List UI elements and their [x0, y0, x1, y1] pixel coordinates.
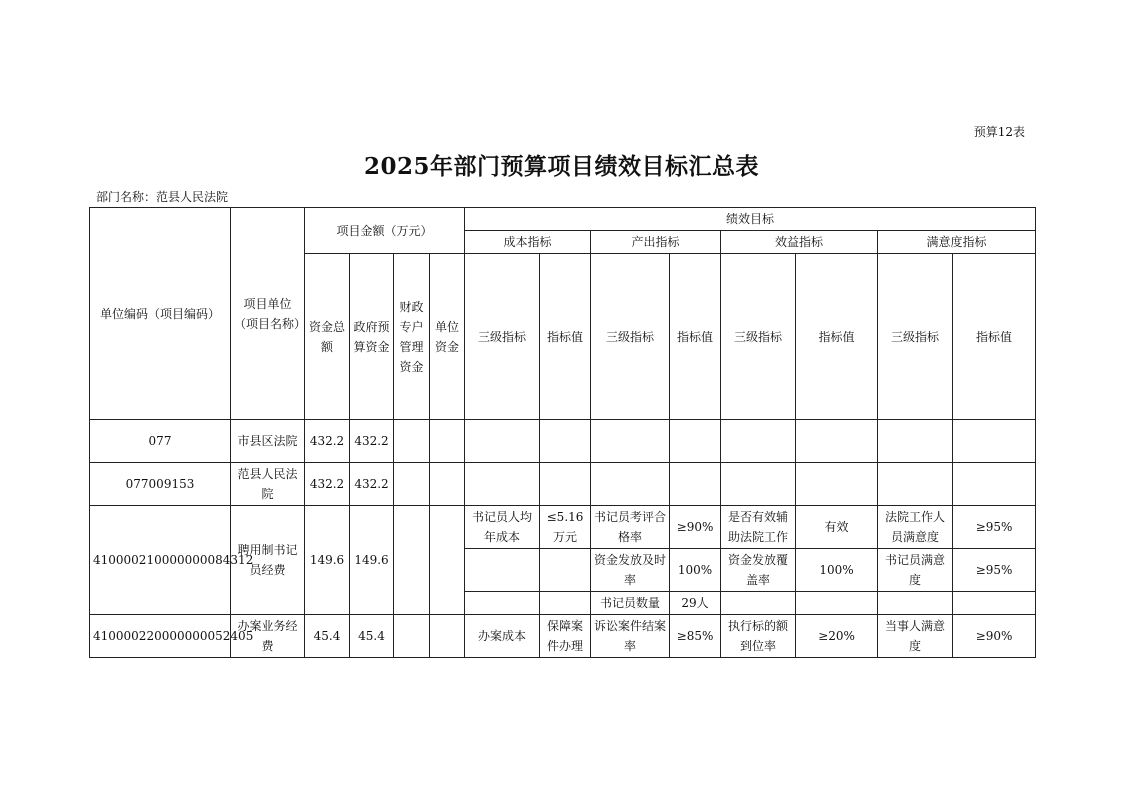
- table-row: [90, 420, 1036, 463]
- row2-code: 077009153: [90, 463, 231, 506]
- row3-output3-value: 29人: [670, 592, 721, 615]
- row3-benefit1-indicator: 是否有效辅助法院工作: [721, 506, 796, 549]
- row3-code: 410000210000000084312: [90, 506, 231, 615]
- table-number: 预算12表: [973, 125, 1025, 139]
- header-amount: 项目金额（万元）: [305, 208, 465, 254]
- row3-cost-value: ≤5.16万元: [540, 506, 591, 549]
- header-benefit: 效益指标: [721, 231, 878, 254]
- row3-unit: 聘用制书记员经费: [231, 506, 305, 615]
- row4-code: 410000220000000052405: [90, 615, 231, 658]
- row1-unit: 市县区法院: [231, 420, 305, 463]
- row4-benefit-indicator: 执行标的额到位率: [721, 615, 796, 658]
- row3-satisfaction2-indicator: 书记员满意度: [878, 549, 953, 592]
- header-output: 产出指标: [591, 231, 721, 254]
- row4-cost-value: 保障案件办理: [540, 615, 591, 658]
- performance-table: [89, 207, 1036, 658]
- row3-output2-value: 100%: [670, 549, 721, 592]
- row4-output-value: ≥85%: [670, 615, 721, 658]
- header-performance: 绩效目标: [465, 208, 1036, 231]
- header-cost-value: 指标值: [540, 254, 591, 420]
- page-title: 2025年部门预算项目绩效目标汇总表: [363, 153, 759, 180]
- header-benefit-level3: 三级指标: [721, 254, 796, 420]
- row4-cost-indicator: 办案成本: [465, 615, 540, 658]
- header-satisfaction-value: 指标值: [953, 254, 1036, 420]
- row1-gov: 432.2: [350, 420, 394, 463]
- row2-gov: 432.2: [350, 463, 394, 506]
- header-benefit-value: 指标值: [796, 254, 878, 420]
- row4-unit: 办案业务经费: [231, 615, 305, 658]
- row3-benefit1-value: 有效: [796, 506, 878, 549]
- header-special-fund: 财政专户管理资金: [394, 254, 430, 420]
- header-cost-level3: 三级指标: [465, 254, 540, 420]
- header-output-level3: 三级指标: [591, 254, 670, 420]
- table-row: [90, 506, 1036, 549]
- row3-cost-indicator: 书记员人均年成本: [465, 506, 540, 549]
- row3-output1-indicator: 书记员考评合格率: [591, 506, 670, 549]
- row4-benefit-value: ≥20%: [796, 615, 878, 658]
- header-cost: 成本指标: [465, 231, 591, 254]
- header-unit-code: 单位编码（项目编码）: [90, 208, 231, 420]
- row3-output2-indicator: 资金发放及时率: [591, 549, 670, 592]
- header-output-value: 指标值: [670, 254, 721, 420]
- header-satisfaction: 满意度指标: [878, 231, 1036, 254]
- header-unit-fund: 单位资金: [430, 254, 465, 420]
- row4-output-indicator: 诉讼案件结案率: [591, 615, 670, 658]
- row3-output3-indicator: 书记员数量: [591, 592, 670, 615]
- row2-unit: 范县人民法院: [231, 463, 305, 506]
- header-project-unit: 项目单位（项目名称）: [231, 208, 305, 420]
- row4-satisfaction-indicator: 当事人满意度: [878, 615, 953, 658]
- row2-total: 432.2: [305, 463, 350, 506]
- header-satisfaction-level3: 三级指标: [878, 254, 953, 420]
- row1-code: 077: [90, 420, 231, 463]
- row3-total: 149.6: [305, 506, 350, 615]
- row3-output1-value: ≥90%: [670, 506, 721, 549]
- row3-benefit2-value: 100%: [796, 549, 878, 592]
- department-label: 部门名称：范县人民法院: [96, 190, 229, 204]
- row4-satisfaction-value: ≥90%: [953, 615, 1036, 658]
- row4-total: 45.4: [305, 615, 350, 658]
- row3-satisfaction2-value: ≥95%: [953, 549, 1036, 592]
- table-row: [90, 463, 1036, 506]
- row4-gov: 45.4: [350, 615, 394, 658]
- row1-total: 432.2: [305, 420, 350, 463]
- row3-gov: 149.6: [350, 506, 394, 615]
- header-gov-fund: 政府预算资金: [350, 254, 394, 420]
- row3-satisfaction1-value: ≥95%: [953, 506, 1036, 549]
- row3-satisfaction1-indicator: 法院工作人员满意度: [878, 506, 953, 549]
- table-row: [90, 615, 1036, 658]
- row3-benefit2-indicator: 资金发放覆盖率: [721, 549, 796, 592]
- header-total: 资金总额: [305, 254, 350, 420]
